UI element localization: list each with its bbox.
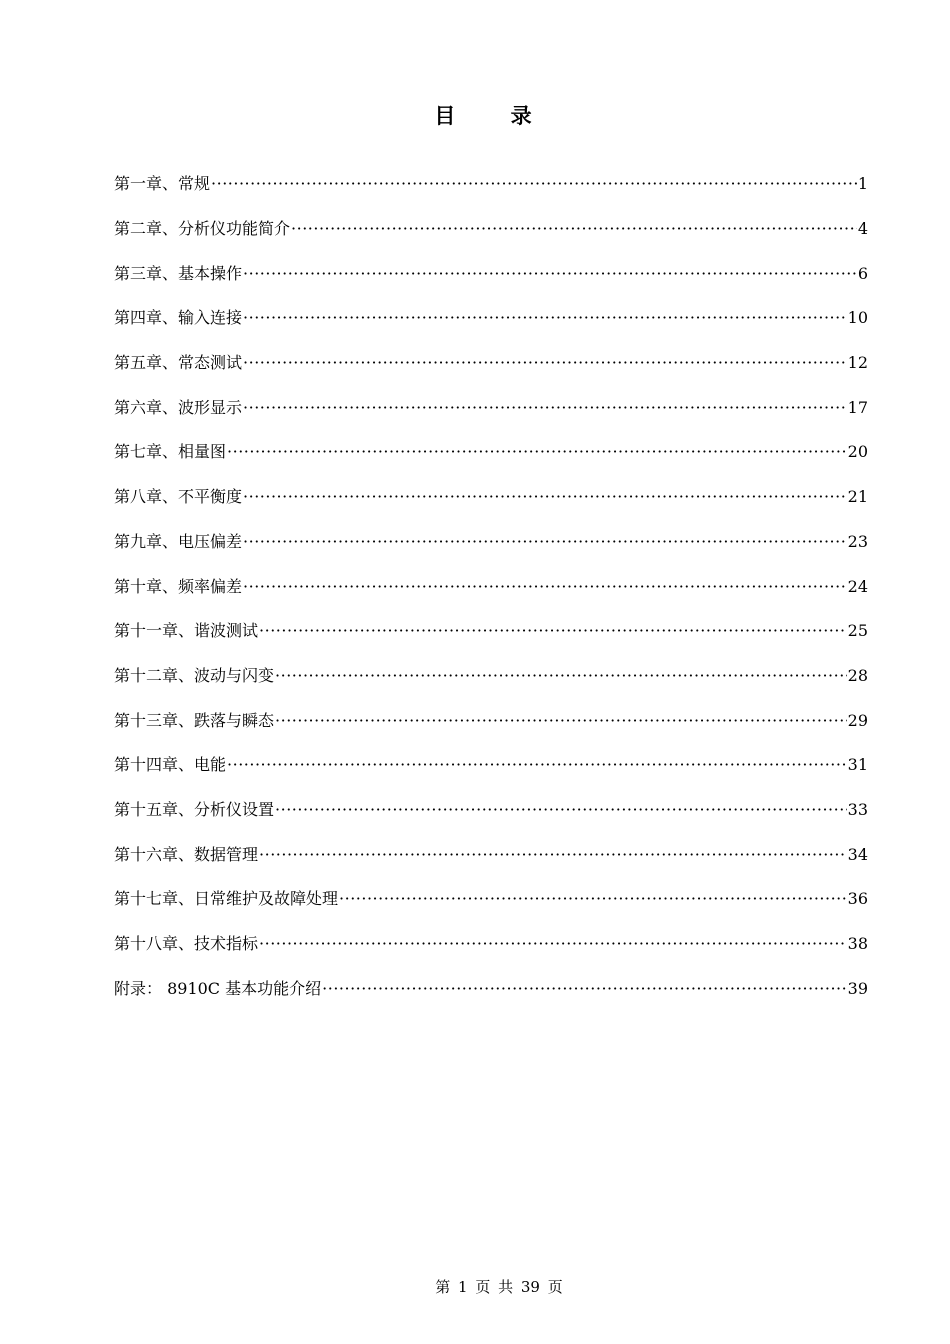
- toc-entry-label: 第十一章、谐波测试: [114, 621, 259, 641]
- toc-entry-page: 1: [857, 174, 868, 194]
- toc-entry[interactable]: [114, 654, 874, 699]
- toc-entry-label: 第五章、常态测试: [114, 353, 243, 373]
- toc-entry-label: 附录： 8910C 基本功能介绍: [114, 978, 322, 998]
- toc-dot-leader: [243, 398, 847, 418]
- toc-entry-page: 34: [847, 844, 868, 864]
- toc-entry[interactable]: [114, 341, 874, 386]
- page-title: 目 录: [434, 103, 556, 128]
- toc-dot-leader: [275, 666, 847, 686]
- toc-dot-leader: [259, 845, 847, 865]
- toc-entry[interactable]: [114, 385, 874, 430]
- toc-entry-label: 第十五章、分析仪设置: [114, 799, 275, 819]
- toc-entry-label: 第四章、输入连接: [114, 308, 243, 328]
- toc-entry-label: 第十二章、波动与闪变: [114, 665, 275, 685]
- toc-entry[interactable]: [114, 520, 874, 565]
- toc-dot-leader: [259, 621, 847, 641]
- toc-entry[interactable]: [114, 832, 874, 877]
- toc-entry[interactable]: [114, 922, 874, 967]
- toc-entry-page: 21: [847, 487, 868, 507]
- toc-entry-label: 第十七章、日常维护及故障处理: [114, 889, 339, 909]
- toc-entry-page: 38: [847, 934, 868, 954]
- toc-entry-page: 25: [847, 621, 868, 641]
- toc-dot-leader: [227, 755, 847, 775]
- toc-dot-leader: [243, 264, 857, 284]
- toc-entry-page: 23: [847, 531, 868, 551]
- toc-entry-label: 第七章、相量图: [114, 442, 227, 462]
- page-footer: 第 1 页 共 39 页: [435, 1278, 563, 1296]
- toc-dot-leader: [243, 353, 847, 373]
- toc-dot-leader: [275, 800, 847, 820]
- toc-entry-page: 36: [847, 889, 868, 909]
- toc-entry-label: 第九章、电压偏差: [114, 531, 243, 551]
- toc-entry[interactable]: [114, 564, 874, 609]
- toc-entry[interactable]: [114, 475, 874, 520]
- toc-entry-label: 第三章、基本操作: [114, 263, 243, 283]
- toc-dot-leader: [339, 889, 847, 909]
- toc-entry-page: 24: [847, 576, 868, 596]
- table-of-contents: [114, 162, 874, 1011]
- toc-entry[interactable]: [114, 743, 874, 788]
- toc-entry-page: 39: [847, 978, 868, 998]
- toc-dot-leader: [291, 219, 857, 239]
- toc-entry-page: 4: [857, 219, 868, 239]
- toc-dot-leader: [227, 442, 847, 462]
- toc-entry[interactable]: [114, 251, 874, 296]
- toc-entry-page: 10: [847, 308, 868, 328]
- toc-entry-label: 第一章、常规: [114, 174, 211, 194]
- toc-entry-page: 17: [847, 397, 868, 417]
- toc-entry[interactable]: [114, 966, 874, 1011]
- toc-entry-label: 第十四章、电能: [114, 755, 227, 775]
- toc-dot-leader: [243, 487, 847, 507]
- toc-entry[interactable]: [114, 296, 874, 341]
- toc-entry[interactable]: [114, 877, 874, 922]
- toc-entry-label: 第二章、分析仪功能简介: [114, 219, 291, 239]
- toc-entry[interactable]: [114, 698, 874, 743]
- toc-entry-page: 6: [857, 263, 868, 283]
- toc-entry[interactable]: [114, 207, 874, 252]
- toc-entry[interactable]: [114, 430, 874, 475]
- toc-dot-leader: [243, 308, 847, 328]
- toc-entry-page: 33: [847, 799, 868, 819]
- toc-entry-label: 第十六章、数据管理: [114, 844, 259, 864]
- toc-entry-label: 第十三章、跌落与瞬态: [114, 710, 275, 730]
- toc-entry-page: 29: [847, 710, 868, 730]
- toc-entry[interactable]: [114, 788, 874, 833]
- toc-entry[interactable]: [114, 162, 874, 207]
- toc-entry-label: 第十八章、技术指标: [114, 934, 259, 954]
- toc-entry[interactable]: [114, 609, 874, 654]
- toc-entry-page: 31: [847, 755, 868, 775]
- toc-dot-leader: [259, 934, 847, 954]
- toc-dot-leader: [243, 532, 847, 552]
- toc-entry-label: 第十章、频率偏差: [114, 576, 243, 596]
- toc-entry-page: 28: [847, 665, 868, 685]
- toc-entry-page: 20: [847, 442, 868, 462]
- toc-dot-leader: [322, 979, 847, 999]
- toc-dot-leader: [243, 577, 847, 597]
- toc-dot-leader: [275, 711, 847, 731]
- toc-entry-page: 12: [847, 353, 868, 373]
- toc-dot-leader: [211, 174, 857, 194]
- toc-entry-label: 第六章、波形显示: [114, 397, 243, 417]
- toc-entry-label: 第八章、不平衡度: [114, 487, 243, 507]
